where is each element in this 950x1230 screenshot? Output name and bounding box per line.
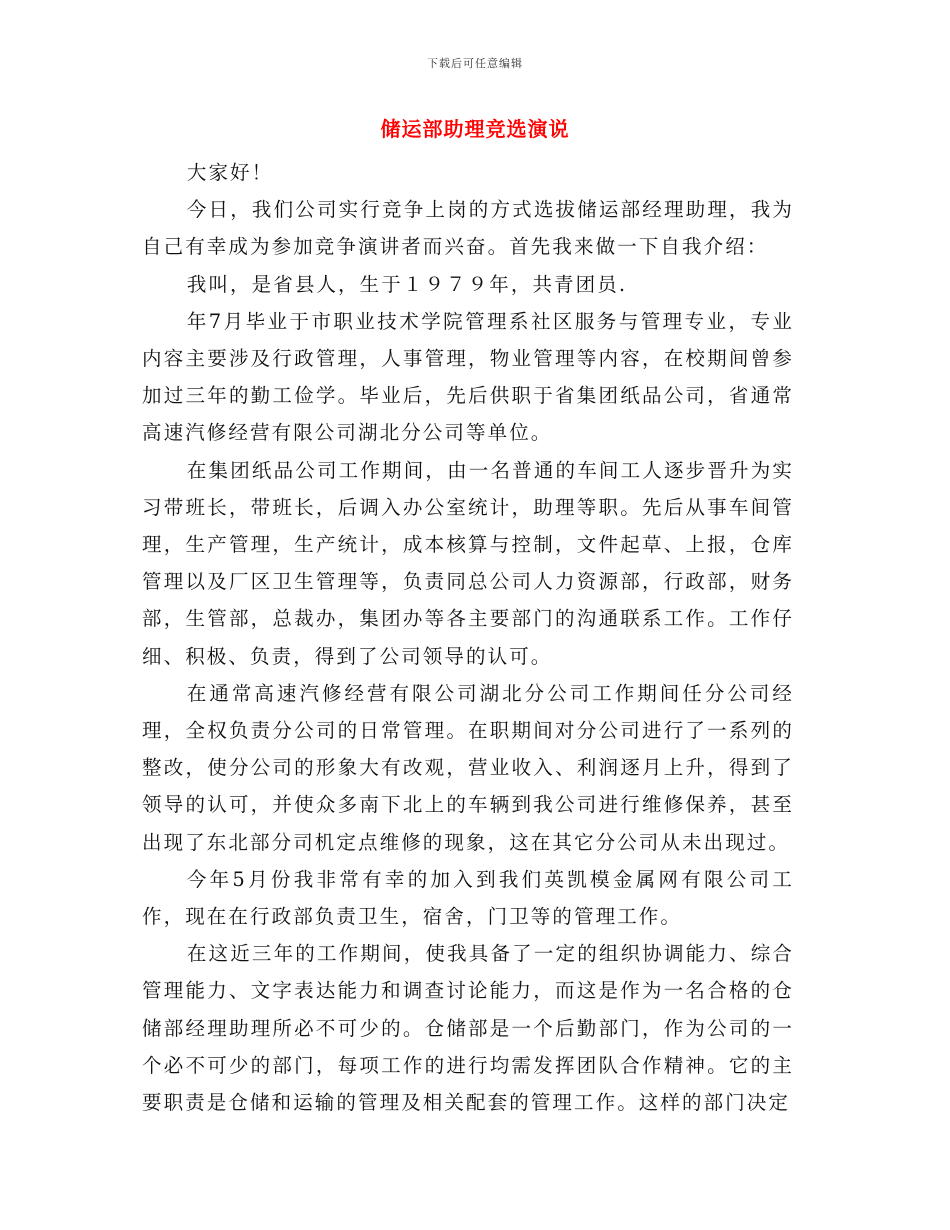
page-header-note: 下载后可任意编辑 bbox=[427, 57, 523, 70]
paragraph-education: 年7月毕业于市职业技术学院管理系社区服务与管理专业，专业内容主要涉及行政管理，人事管理，物业管理等内容，在校期间曾参加过三年的勤工俭学。毕业后，先后供职于省集团纸品公司，省通常高速汽修经营有限公司湖北分公司等单位。 bbox=[142, 309, 794, 445]
paragraph-greeting: 大家好！ bbox=[186, 161, 274, 184]
paragraph-abilities: 在这近三年的工作期间，使我具备了一定的组织协调能力、综合管理能力、文字表达能力和调查讨论能力，而这是作为一名合格的仓储部经理助理所必不可少的。仓储部是一个后勤部门，作为公司的一个必不可少的部门，每项工作的进行均需发挥团队合作精神。它的主要职责是仓储和运输的管理及相关配套的管理工作。这样的部门决定 bbox=[142, 942, 794, 1115]
paragraph-personal-info: 我叫，是省县人，生于１９７９年，共青团员. bbox=[186, 272, 628, 296]
paragraph-auto-repair-experience: 在通常高速汽修经营有限公司湖北分公司工作期间任分公司经理，全权负责分公司的日常管理。在职期间对分公司进行了一系列的整改，使分公司的形象大有改观，营业收入、利润逐月上升，得到了领导的认可，并使众多南下北上的车辆到我公司进行维修保养，甚至出现了东北部分司机定点维修的现象，这在其它分公司从未出现过。 bbox=[142, 681, 794, 854]
document-body bbox=[142, 154, 794, 1121]
paragraph-paper-company-experience: 在集团纸品公司工作期间，由一名普通的车间工人逐步晋升为实习带班长，带班长，后调入办公室统计，助理等职。先后从事车间管理，生产管理，生产统计，成本核算与控制，文件起草、上报，仓库管理以及厂区卫生管理等，负责同总公司人力资源部，行政部，财务部，生管部，总裁办，集团办等各主要部门的沟通联系工作。工作仔细、积极、负责，得到了公司领导的认可。 bbox=[142, 458, 794, 668]
paragraph-introduction: 今日，我们公司实行竞争上岗的方式选拔储运部经理助理，我为自己有幸成为参加竞争演讲者而兴奋。首先我来做一下自我介绍： bbox=[142, 198, 794, 259]
paragraph-current-position: 今年5月份我非常有幸的加入到我们英凯模金属网有限公司工作，现在在行政部负责卫生，宿舍，门卫等的管理工作。 bbox=[142, 867, 794, 929]
document-title: 储运部助理竞选演说 bbox=[380, 117, 570, 141]
